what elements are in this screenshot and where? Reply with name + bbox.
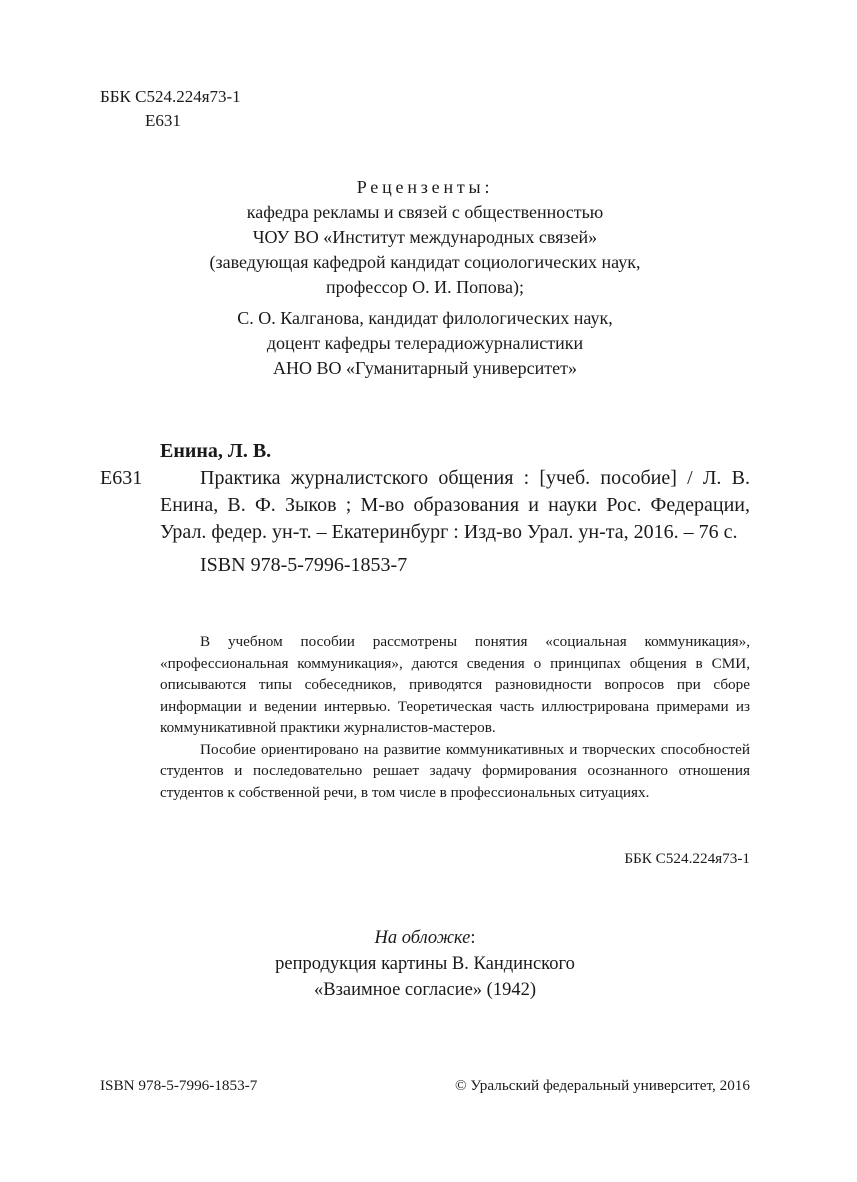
author-mark: Е631 [145,111,181,130]
reviewer-line: С. О. Калганова, кандидат филологических наук, [237,308,613,328]
record-description: Практика журналистского общения : [учеб. пособие] / Л. В. Енина, В. Ф. Зыков ; М-во образования и науки Рос. Федерации, Урал. федер. ун-т. – Екатеринбург : Изд-во Урал. ун-та, 2016. – 76 с. [160,467,750,543]
abstract-paragraph: Пособие ориентировано на развитие коммуникативных и творческих способностей студентов и последовательно решает задачу формирования осознанного отношения студентов к собственной речи, в том числе в профессиональных ситуациях. [160,740,750,801]
record-description-wrap [100,465,750,546]
reviewer-line: (заведующая кафедрой кандидат социологических наук, [209,252,641,272]
reviewer-line: профессор О. И. Попова); [325,277,525,297]
bbk-classification: ББК С524.224я73-1 [100,87,241,106]
cover-title-colon: : [470,928,476,948]
reviewers-heading: Рецензенты: [356,177,494,197]
cover-line: «Взаимное согласие» (1942) [314,980,536,1000]
cover-line: репродукция картины В. Кандинского [275,954,575,974]
reviewer-line: АНО ВО «Гуманитарный университет» [273,358,577,378]
record-author: Енина, Л. В. [160,440,272,462]
record-code: Е631 [100,467,143,489]
reviewer-line: ЧОУ ВО «Институт международных связей» [252,227,598,247]
reviewers-block [100,175,750,381]
bibliographic-record [100,438,750,579]
abstract [160,631,750,803]
record-isbn: ISBN 978-5-7996-1853-7 [200,554,408,576]
reviewer-line: кафедра рекламы и связей с общественностью [246,202,604,222]
footer-copyright: © Уральский федеральный университет, 2016 [455,1077,750,1094]
bbk-bottom: ББК С524.224я73-1 [624,850,750,867]
reviewer-line: доцент кафедры телерадиожурналистики [266,333,584,353]
cover-title-line [100,925,750,951]
cover-note [100,925,750,1003]
footer-isbn: ISBN 978-5-7996-1853-7 [100,1077,258,1094]
cover-title: На обложке [374,928,471,948]
bbk-classification-block [100,85,241,133]
abstract-paragraph: В учебном пособии рассмотрены понятия «социальная коммуникация», «профессиональная коммуникация», даются сведения о принципах общения в СМИ, описываются типы собеседников, приводятся разновидности вопросов при сборе информации и ведении интервью. Теоретическая часть иллюстрирована примерами из коммуникативной практики журналистов-мастеров. [160,633,750,736]
